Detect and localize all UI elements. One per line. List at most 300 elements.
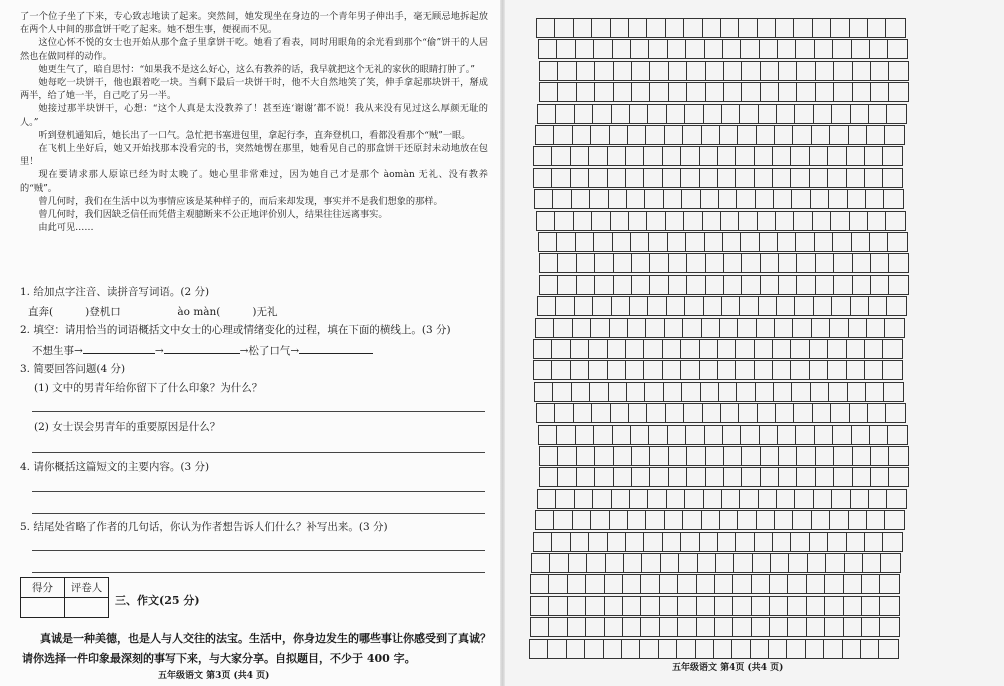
- grid-cell[interactable]: [687, 276, 705, 294]
- grid-cell[interactable]: [810, 169, 828, 187]
- grid-cell[interactable]: [540, 447, 558, 465]
- grid-cell[interactable]: [704, 490, 722, 508]
- grid-cell[interactable]: [595, 254, 613, 272]
- grid-cell[interactable]: [558, 276, 576, 294]
- grid-cell[interactable]: [791, 169, 809, 187]
- grid-cell[interactable]: [734, 554, 752, 572]
- grid-cell[interactable]: [718, 340, 736, 358]
- grid-cell[interactable]: [554, 319, 572, 337]
- grid-cell[interactable]: [742, 468, 760, 486]
- grid-cell[interactable]: [755, 361, 773, 379]
- grid-cell[interactable]: [539, 426, 557, 444]
- grid-cell[interactable]: [724, 83, 742, 101]
- grid-cell[interactable]: [683, 126, 701, 144]
- grid-cell[interactable]: [577, 254, 595, 272]
- grid-cell[interactable]: [577, 447, 595, 465]
- grid-cell[interactable]: [832, 297, 850, 315]
- grid-cell[interactable]: [779, 447, 797, 465]
- grid-cell[interactable]: [884, 190, 902, 208]
- grid-cell[interactable]: [832, 490, 850, 508]
- grid-cell[interactable]: [605, 618, 623, 636]
- grid-cell[interactable]: [889, 447, 907, 465]
- grid-cell[interactable]: [816, 447, 834, 465]
- grid-cell[interactable]: [757, 319, 775, 337]
- grid-cell[interactable]: [715, 575, 733, 593]
- grid-cell[interactable]: [663, 340, 681, 358]
- grid-cell[interactable]: [770, 618, 788, 636]
- grid-cell[interactable]: [661, 554, 679, 572]
- grid-cell[interactable]: [742, 62, 760, 80]
- grid-cell[interactable]: [794, 19, 812, 37]
- grid-cell[interactable]: [816, 83, 834, 101]
- grid-cell[interactable]: [665, 126, 683, 144]
- grid-cell[interactable]: [887, 490, 905, 508]
- grid-cell[interactable]: [853, 468, 871, 486]
- q1-blank-2[interactable]: [220, 304, 252, 315]
- grid-cell[interactable]: [737, 190, 755, 208]
- grid-cell[interactable]: [883, 533, 901, 551]
- grid-cell[interactable]: [778, 40, 796, 58]
- grid-cell[interactable]: [779, 83, 797, 101]
- grid-cell[interactable]: [552, 361, 570, 379]
- grid-cell[interactable]: [628, 511, 646, 529]
- grid-cell[interactable]: [811, 190, 829, 208]
- grid-cell[interactable]: [737, 383, 755, 401]
- grid-cell[interactable]: [871, 447, 889, 465]
- grid-cell[interactable]: [761, 254, 779, 272]
- grid-cell[interactable]: [677, 640, 695, 658]
- grid-cell[interactable]: [721, 19, 739, 37]
- grid-cell[interactable]: [738, 126, 756, 144]
- grid-cell[interactable]: [740, 490, 758, 508]
- grid-cell[interactable]: [779, 254, 797, 272]
- grid-cell[interactable]: [723, 426, 741, 444]
- grid-cell[interactable]: [778, 233, 796, 251]
- grid-cell[interactable]: [632, 276, 650, 294]
- grid-cell[interactable]: [866, 383, 884, 401]
- grid-cell[interactable]: [697, 597, 715, 615]
- grid-cell[interactable]: [758, 212, 776, 230]
- grid-cell[interactable]: [889, 468, 907, 486]
- grid-cell[interactable]: [664, 383, 682, 401]
- grid-cell[interactable]: [843, 640, 861, 658]
- grid-cell[interactable]: [572, 383, 590, 401]
- grid-cell[interactable]: [665, 511, 683, 529]
- grid-cell[interactable]: [886, 404, 904, 422]
- grid-cell[interactable]: [574, 19, 592, 37]
- grid-cell[interactable]: [612, 297, 630, 315]
- grid-cell[interactable]: [648, 297, 666, 315]
- grid-cell[interactable]: [632, 83, 650, 101]
- grid-cell[interactable]: [610, 126, 628, 144]
- grid-cell[interactable]: [705, 40, 723, 58]
- grid-cell[interactable]: [697, 575, 715, 593]
- grid-cell[interactable]: [626, 169, 644, 187]
- grid-cell[interactable]: [534, 361, 552, 379]
- grid-cell[interactable]: [649, 40, 667, 58]
- grid-cell[interactable]: [669, 254, 687, 272]
- grid-cell[interactable]: [793, 126, 811, 144]
- grid-cell[interactable]: [831, 404, 849, 422]
- grid-cell[interactable]: [733, 618, 751, 636]
- grid-cell[interactable]: [769, 640, 787, 658]
- grid-cell[interactable]: [587, 554, 605, 572]
- grid-cell[interactable]: [718, 169, 736, 187]
- grid-cell[interactable]: [867, 126, 885, 144]
- grid-cell[interactable]: [888, 233, 906, 251]
- grid-cell[interactable]: [755, 147, 773, 165]
- grid-cell[interactable]: [611, 19, 629, 37]
- grid-cell[interactable]: [773, 147, 791, 165]
- grid-cell[interactable]: [604, 640, 622, 658]
- grid-cell[interactable]: [776, 404, 794, 422]
- grid-cell[interactable]: [622, 640, 640, 658]
- grid-cell[interactable]: [830, 126, 848, 144]
- grid-cell[interactable]: [553, 190, 571, 208]
- grid-cell[interactable]: [593, 297, 611, 315]
- grid-cell[interactable]: [697, 618, 715, 636]
- grid-cell[interactable]: [849, 126, 867, 144]
- grid-cell[interactable]: [716, 554, 734, 572]
- grid-cell[interactable]: [866, 190, 884, 208]
- grid-cell[interactable]: [556, 297, 574, 315]
- grid-cell[interactable]: [576, 40, 594, 58]
- grid-cell[interactable]: [592, 212, 610, 230]
- grid-cell[interactable]: [791, 340, 809, 358]
- grid-cell[interactable]: [628, 126, 646, 144]
- grid-cell[interactable]: [632, 62, 650, 80]
- grid-cell[interactable]: [816, 254, 834, 272]
- grid-cell[interactable]: [536, 126, 554, 144]
- grid-cell[interactable]: [773, 169, 791, 187]
- grid-cell[interactable]: [706, 468, 724, 486]
- grid-cell[interactable]: [686, 233, 704, 251]
- grid-cell[interactable]: [575, 297, 593, 315]
- grid-cell[interactable]: [871, 83, 889, 101]
- grid-cell[interactable]: [718, 147, 736, 165]
- grid-cell[interactable]: [733, 575, 751, 593]
- grid-cell[interactable]: [741, 233, 759, 251]
- grid-cell[interactable]: [576, 426, 594, 444]
- grid-cell[interactable]: [586, 618, 604, 636]
- grid-cell[interactable]: [681, 147, 699, 165]
- grid-cell[interactable]: [828, 533, 846, 551]
- grid-cell[interactable]: [630, 490, 648, 508]
- grid-cell[interactable]: [719, 190, 737, 208]
- grid-cell[interactable]: [573, 319, 591, 337]
- grid-cell[interactable]: [629, 19, 647, 37]
- grid-cell[interactable]: [575, 105, 593, 123]
- grid-cell[interactable]: [815, 233, 833, 251]
- grid-cell[interactable]: [586, 575, 604, 593]
- grid-cell[interactable]: [779, 62, 797, 80]
- grid-cell[interactable]: [794, 212, 812, 230]
- grid-cell[interactable]: [865, 361, 883, 379]
- grid-cell[interactable]: [834, 83, 852, 101]
- grid-cell[interactable]: [761, 276, 779, 294]
- answer-line[interactable]: [32, 411, 485, 412]
- grid-cell[interactable]: [779, 468, 797, 486]
- grid-cell[interactable]: [791, 361, 809, 379]
- grid-cell[interactable]: [775, 126, 793, 144]
- grid-cell[interactable]: [880, 618, 898, 636]
- grid-cell[interactable]: [571, 533, 589, 551]
- grid-cell[interactable]: [650, 62, 668, 80]
- grid-cell[interactable]: [554, 511, 572, 529]
- grid-cell[interactable]: [739, 19, 757, 37]
- grid-cell[interactable]: [759, 490, 777, 508]
- grid-cell[interactable]: [686, 40, 704, 58]
- grid-cell[interactable]: [608, 361, 626, 379]
- grid-cell[interactable]: [706, 276, 724, 294]
- grid-cell[interactable]: [880, 597, 898, 615]
- grid-cell[interactable]: [759, 297, 777, 315]
- grid-cell[interactable]: [760, 233, 778, 251]
- grid-cell[interactable]: [847, 533, 865, 551]
- grid-cell[interactable]: [755, 169, 773, 187]
- grid-cell[interactable]: [623, 597, 641, 615]
- grid-cell[interactable]: [739, 404, 757, 422]
- grid-cell[interactable]: [629, 404, 647, 422]
- grid-cell[interactable]: [666, 404, 684, 422]
- grid-cell[interactable]: [641, 618, 659, 636]
- grid-cell[interactable]: [807, 618, 825, 636]
- grid-cell[interactable]: [793, 511, 811, 529]
- grid-cell[interactable]: [761, 447, 779, 465]
- grid-cell[interactable]: [755, 533, 773, 551]
- grid-cell[interactable]: [810, 147, 828, 165]
- grid-cell[interactable]: [833, 40, 851, 58]
- grid-cell[interactable]: [830, 319, 848, 337]
- grid-cell[interactable]: [650, 447, 668, 465]
- grid-cell[interactable]: [871, 276, 889, 294]
- grid-cell[interactable]: [848, 383, 866, 401]
- grid-cell[interactable]: [594, 233, 612, 251]
- grid-cell[interactable]: [669, 62, 687, 80]
- grid-cell[interactable]: [787, 640, 805, 658]
- grid-cell[interactable]: [885, 511, 903, 529]
- grid-cell[interactable]: [684, 404, 702, 422]
- grid-cell[interactable]: [684, 19, 702, 37]
- grid-cell[interactable]: [534, 533, 552, 551]
- grid-cell[interactable]: [871, 468, 889, 486]
- grid-cell[interactable]: [777, 490, 795, 508]
- grid-cell[interactable]: [552, 169, 570, 187]
- grid-cell[interactable]: [659, 640, 677, 658]
- grid-cell[interactable]: [540, 62, 558, 80]
- grid-cell[interactable]: [682, 190, 700, 208]
- grid-cell[interactable]: [760, 426, 778, 444]
- grid-cell[interactable]: [648, 490, 666, 508]
- grid-cell[interactable]: [752, 618, 770, 636]
- grid-cell[interactable]: [644, 340, 662, 358]
- grid-cell[interactable]: [626, 340, 644, 358]
- grid-cell[interactable]: [613, 233, 631, 251]
- grid-cell[interactable]: [825, 597, 843, 615]
- grid-cell[interactable]: [773, 340, 791, 358]
- grid-cell[interactable]: [861, 640, 879, 658]
- grid-cell[interactable]: [678, 597, 696, 615]
- grader-cell[interactable]: [65, 598, 109, 618]
- grid-cell[interactable]: [724, 468, 742, 486]
- grid-cell[interactable]: [789, 554, 807, 572]
- grid-cell[interactable]: [758, 19, 776, 37]
- grid-cell[interactable]: [883, 147, 901, 165]
- grid-cell[interactable]: [667, 490, 685, 508]
- grid-cell[interactable]: [703, 404, 721, 422]
- grid-cell[interactable]: [833, 233, 851, 251]
- grid-cell[interactable]: [825, 618, 843, 636]
- grid-cell[interactable]: [623, 575, 641, 593]
- grid-cell[interactable]: [815, 40, 833, 58]
- grid-cell[interactable]: [796, 426, 814, 444]
- grid-cell[interactable]: [556, 105, 574, 123]
- grid-cell[interactable]: [871, 254, 889, 272]
- grid-cell[interactable]: [577, 62, 595, 80]
- grid-cell[interactable]: [660, 575, 678, 593]
- grid-cell[interactable]: [775, 319, 793, 337]
- grid-cell[interactable]: [705, 426, 723, 444]
- grid-cell[interactable]: [531, 575, 549, 593]
- grid-cell[interactable]: [640, 640, 658, 658]
- grid-cell[interactable]: [848, 190, 866, 208]
- grid-cell[interactable]: [833, 426, 851, 444]
- grid-cell[interactable]: [609, 383, 627, 401]
- grid-cell[interactable]: [531, 597, 549, 615]
- grid-cell[interactable]: [575, 490, 593, 508]
- grid-cell[interactable]: [852, 40, 870, 58]
- grid-cell[interactable]: [687, 83, 705, 101]
- grid-cell[interactable]: [647, 404, 665, 422]
- grid-cell[interactable]: [811, 383, 829, 401]
- grid-cell[interactable]: [742, 276, 760, 294]
- grid-cell[interactable]: [867, 511, 885, 529]
- grid-cell[interactable]: [813, 212, 831, 230]
- grid-cell[interactable]: [535, 190, 553, 208]
- grid-cell[interactable]: [788, 575, 806, 593]
- grid-cell[interactable]: [585, 640, 603, 658]
- grid-cell[interactable]: [660, 597, 678, 615]
- grid-cell[interactable]: [757, 126, 775, 144]
- q2-blank-2[interactable]: [164, 343, 240, 354]
- q1-blank-1[interactable]: [53, 304, 85, 315]
- grid-cell[interactable]: [569, 554, 587, 572]
- grid-cell[interactable]: [558, 62, 576, 80]
- grid-cell[interactable]: [816, 468, 834, 486]
- grid-cell[interactable]: [795, 105, 813, 123]
- grid-cell[interactable]: [834, 254, 852, 272]
- grid-cell[interactable]: [795, 490, 813, 508]
- grid-cell[interactable]: [645, 190, 663, 208]
- grid-cell[interactable]: [568, 575, 586, 593]
- grid-cell[interactable]: [834, 447, 852, 465]
- grid-cell[interactable]: [556, 490, 574, 508]
- grid-cell[interactable]: [681, 340, 699, 358]
- grid-cell[interactable]: [537, 404, 555, 422]
- grid-cell[interactable]: [558, 254, 576, 272]
- grid-cell[interactable]: [534, 340, 552, 358]
- grid-cell[interactable]: [776, 19, 794, 37]
- grid-cell[interactable]: [589, 340, 607, 358]
- grid-cell[interactable]: [702, 511, 720, 529]
- grid-cell[interactable]: [834, 468, 852, 486]
- grid-cell[interactable]: [889, 62, 907, 80]
- grid-cell[interactable]: [887, 105, 905, 123]
- grid-cell[interactable]: [577, 83, 595, 101]
- grid-cell[interactable]: [779, 276, 797, 294]
- grid-cell[interactable]: [536, 319, 554, 337]
- grid-cell[interactable]: [715, 597, 733, 615]
- grid-cell[interactable]: [806, 640, 824, 658]
- grid-cell[interactable]: [828, 147, 846, 165]
- grid-cell[interactable]: [534, 169, 552, 187]
- grid-cell[interactable]: [834, 62, 852, 80]
- grid-cell[interactable]: [647, 19, 665, 37]
- grid-cell[interactable]: [663, 361, 681, 379]
- grid-cell[interactable]: [649, 426, 667, 444]
- grid-cell[interactable]: [740, 105, 758, 123]
- grid-cell[interactable]: [752, 575, 770, 593]
- grid-cell[interactable]: [770, 575, 788, 593]
- grid-cell[interactable]: [700, 361, 718, 379]
- grid-cell[interactable]: [724, 276, 742, 294]
- grid-cell[interactable]: [558, 83, 576, 101]
- grid-cell[interactable]: [698, 554, 716, 572]
- grid-cell[interactable]: [885, 126, 903, 144]
- grid-cell[interactable]: [553, 383, 571, 401]
- grid-cell[interactable]: [824, 640, 842, 658]
- grid-cell[interactable]: [771, 554, 789, 572]
- grid-cell[interactable]: [870, 40, 888, 58]
- grid-cell[interactable]: [627, 190, 645, 208]
- grid-cell[interactable]: [595, 83, 613, 101]
- grid-cell[interactable]: [557, 40, 575, 58]
- grid-cell[interactable]: [828, 361, 846, 379]
- grid-cell[interactable]: [594, 426, 612, 444]
- grid-cell[interactable]: [880, 575, 898, 593]
- grid-cell[interactable]: [851, 490, 869, 508]
- grid-cell[interactable]: [849, 511, 867, 529]
- grid-cell[interactable]: [626, 533, 644, 551]
- grid-cell[interactable]: [761, 468, 779, 486]
- grid-cell[interactable]: [870, 233, 888, 251]
- grid-cell[interactable]: [549, 618, 567, 636]
- grid-cell[interactable]: [645, 383, 663, 401]
- grid-cell[interactable]: [808, 554, 826, 572]
- grid-cell[interactable]: [555, 19, 573, 37]
- q2-blank-3[interactable]: [299, 343, 373, 354]
- grid-cell[interactable]: [865, 533, 883, 551]
- grid-cell[interactable]: [555, 212, 573, 230]
- grid-cell[interactable]: [567, 640, 585, 658]
- grid-cell[interactable]: [736, 147, 754, 165]
- grid-cell[interactable]: [613, 426, 631, 444]
- grid-cell[interactable]: [550, 554, 568, 572]
- grid-cell[interactable]: [648, 105, 666, 123]
- grid-cell[interactable]: [532, 554, 550, 572]
- grid-cell[interactable]: [777, 105, 795, 123]
- grid-cell[interactable]: [628, 319, 646, 337]
- grid-cell[interactable]: [557, 233, 575, 251]
- grid-cell[interactable]: [593, 105, 611, 123]
- grid-cell[interactable]: [631, 426, 649, 444]
- grid-cell[interactable]: [706, 83, 724, 101]
- grid-cell[interactable]: [887, 297, 905, 315]
- grid-cell[interactable]: [663, 533, 681, 551]
- grid-cell[interactable]: [555, 404, 573, 422]
- grid-cell[interactable]: [793, 319, 811, 337]
- grid-cell[interactable]: [736, 533, 754, 551]
